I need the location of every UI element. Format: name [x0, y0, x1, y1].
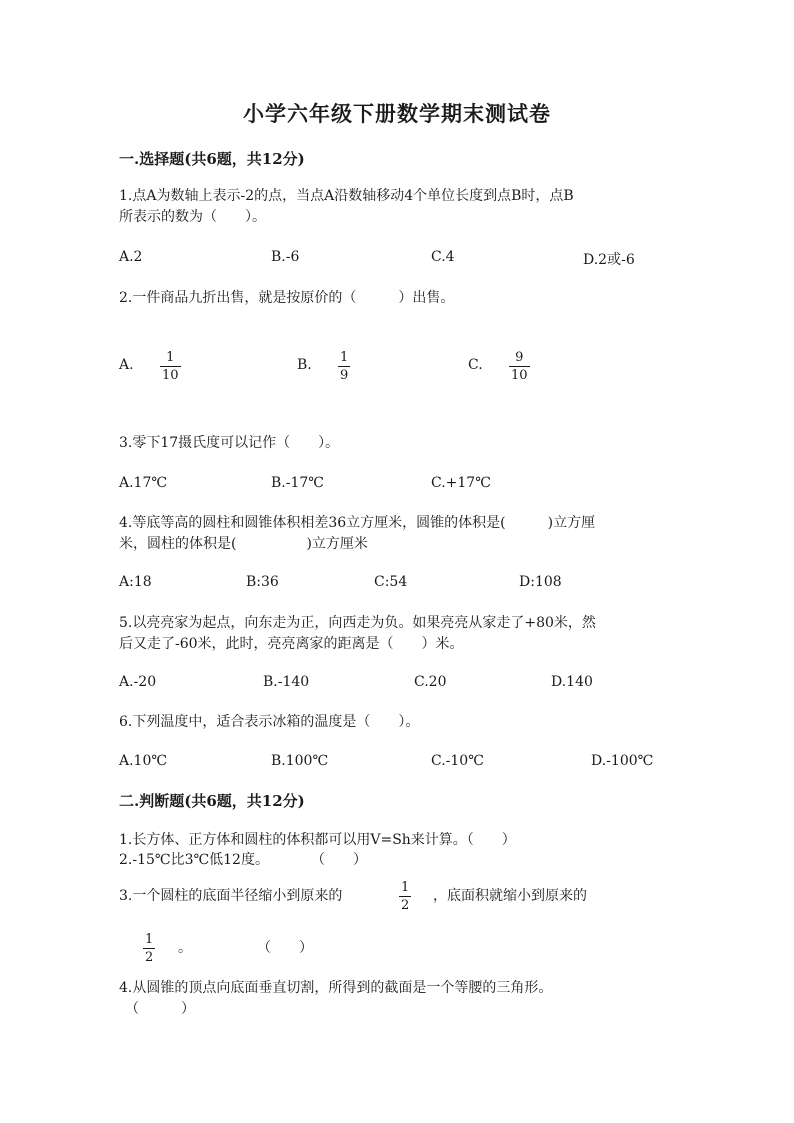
- judgment-3-pre: 3.一个圆柱的底面半径缩小到原来的: [119, 888, 343, 904]
- judgment-3-blank: （ ）: [257, 940, 313, 956]
- q5-option-c: C.20: [414, 674, 447, 690]
- fraction-denominator: 10: [162, 368, 179, 383]
- fraction-numerator: 9: [515, 350, 524, 365]
- q1-option-c: C.4: [431, 249, 455, 265]
- question-5-line-2: 后又走了-60米，此时，亮亮离家的距离是（ ）米。: [119, 636, 464, 652]
- question-5-line-1: 5.以亮亮家为起点，向东走为正，向西走为负。如果亮亮从家走了+80米，然: [119, 615, 596, 631]
- question-1-line-1: 1.点A为数轴上表示-2的点，当点A沿数轴移动4个单位长度到点B时，点B: [119, 188, 574, 204]
- q2-option-c-fraction: [509, 350, 530, 383]
- judgment-3-post: ，底面积就缩小到原来的: [433, 888, 587, 904]
- question-3: 3.零下17摄氏度可以记作（ ）。: [119, 435, 340, 451]
- fraction-bar: [509, 366, 530, 367]
- q3-option-c: C.+17℃: [431, 475, 491, 491]
- fraction-denominator: 2: [401, 898, 410, 913]
- judgment-3-fraction-2: [143, 932, 155, 965]
- fraction-bar: [399, 896, 411, 897]
- q3-option-a: A.17℃: [119, 475, 168, 491]
- q6-option-c: C.-10℃: [431, 753, 484, 769]
- fraction-denominator: 10: [511, 368, 528, 383]
- q5-option-d: D.140: [551, 674, 593, 690]
- q1-option-b: B.-6: [271, 249, 300, 265]
- question-6: 6.下列温度中，适合表示冰箱的温度是（ ）。: [119, 714, 420, 730]
- q5-option-a: A.-20: [119, 674, 157, 690]
- question-1-line-2: 所表示的数为（ ）。: [119, 209, 266, 225]
- fraction-bar: [338, 366, 350, 367]
- q6-option-b: B.100℃: [271, 753, 329, 769]
- fraction-numerator: 1: [340, 350, 349, 365]
- judgment-4-line-1: 4.从圆锥的顶点向底面垂直切割，所得到的截面是一个等腰的三角形。: [119, 980, 553, 996]
- q1-option-d: D.2或-6: [583, 252, 635, 268]
- q2-option-a-label: A.: [119, 357, 134, 373]
- q6-option-a: A.10℃: [119, 753, 168, 769]
- fraction-bar: [143, 948, 155, 949]
- q4-option-a: A:18: [119, 574, 152, 590]
- section-heading-choice: 一.选择题(共6题，共12分): [119, 150, 305, 168]
- fraction-numerator: 1: [401, 880, 410, 895]
- fraction-bar: [160, 366, 181, 367]
- q2-option-b-label: B.: [297, 357, 312, 373]
- q4-option-c: C:54: [374, 574, 408, 590]
- judgment-3-fraction-1: [399, 880, 411, 913]
- q2-option-c-label: C.: [468, 357, 483, 373]
- page-title: 小学六年级下册数学期末测试卷: [243, 101, 551, 126]
- q4-option-b: B:36: [246, 574, 279, 590]
- fraction-numerator: 1: [166, 350, 175, 365]
- q5-option-b: B.-140: [263, 674, 310, 690]
- q3-option-b: B.-17℃: [271, 475, 324, 491]
- fraction-numerator: 1: [145, 932, 154, 947]
- judgment-2: 2.-15℃比3℃低12度。 （ ）: [119, 852, 367, 868]
- question-4-line-1: 4.等底等高的圆柱和圆锥体积相差36立方厘米，圆锥的体积是( )立方厘: [119, 515, 596, 531]
- fraction-denominator: 2: [145, 950, 154, 965]
- q4-option-d: D:108: [519, 574, 562, 590]
- question-4-line-2: 米，圆柱的体积是( )立方厘米: [119, 536, 368, 552]
- q2-option-b-fraction: [338, 350, 350, 383]
- q6-option-d: D.-100℃: [591, 753, 654, 769]
- judgment-1: 1.长方体、正方体和圆柱的体积都可以用V=Sh来计算。（ ）: [119, 832, 516, 848]
- question-2: 2.一件商品九折出售，就是按原价的（ ）出售。: [119, 290, 455, 306]
- judgment-4-line-2: （ ）: [125, 1001, 195, 1017]
- q2-option-a-fraction: [160, 350, 181, 383]
- judgment-3-end: 。: [178, 940, 192, 956]
- section-heading-judgment: 二.判断题(共6题，共12分): [119, 792, 305, 810]
- q1-option-a: A.2: [119, 249, 143, 265]
- fraction-denominator: 9: [340, 368, 349, 383]
